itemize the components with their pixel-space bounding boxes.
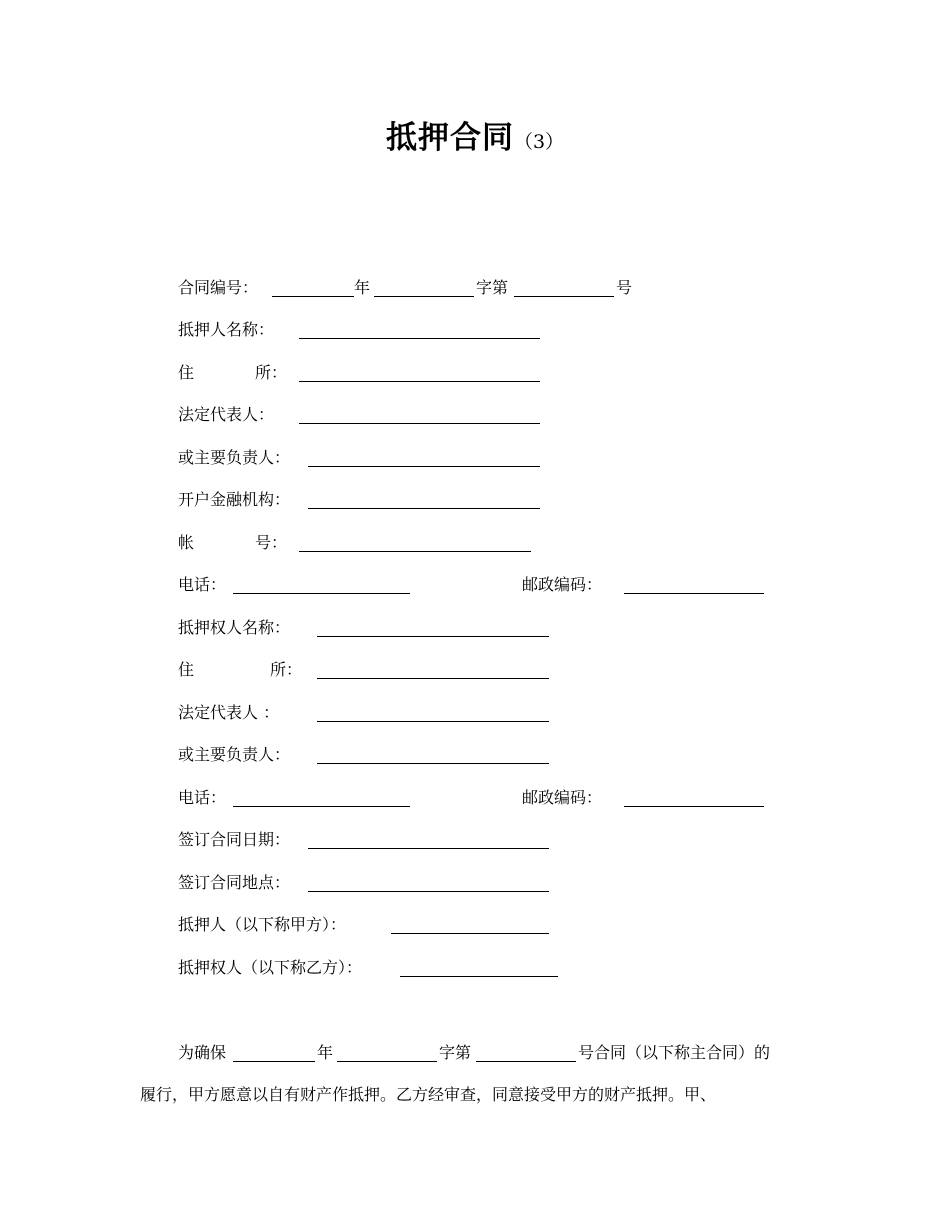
mortgagee-contact-row	[178, 785, 778, 811]
party-a-field[interactable]	[391, 933, 549, 934]
contract-no-field[interactable]	[514, 296, 614, 297]
title-text: 抵押合同	[385, 120, 514, 156]
mortgagor-address-label-b: 所：	[255, 363, 288, 382]
contract-number-row	[178, 275, 658, 301]
mortgagor-bank-row	[178, 487, 578, 513]
mortgagor-address-field[interactable]	[299, 381, 540, 382]
mortgagor-postcode-field[interactable]	[624, 593, 764, 594]
zidi-char: 字第	[476, 278, 509, 297]
body-line-2: 履行，甲方愿意以自有财产作抵押。乙方经审查，同意接受甲方的财产抵押。甲、	[140, 1085, 717, 1104]
body-text-d: 号合同（以下称主合同）的	[578, 1043, 771, 1062]
mortgagor-name-label: 抵押人名称：	[178, 320, 275, 339]
mortgagee-legal-rep-row	[178, 700, 578, 726]
title-number: （3）	[513, 131, 565, 153]
mortgagee-phone-label: 电话：	[178, 788, 227, 807]
mortgagee-address-label-a: 住	[178, 660, 195, 679]
sign-place-label: 签订合同地点：	[178, 873, 291, 892]
mortgagor-account-label-b: 号：	[255, 533, 288, 552]
contract-number-label: 合同编号：	[178, 278, 259, 297]
party-a-label: 抵押人（以下称甲方）：	[178, 915, 347, 934]
sign-date-label: 签订合同日期：	[178, 830, 291, 849]
mortgagor-name-field[interactable]	[299, 338, 540, 339]
mortgagor-bank-label: 开户金融机构：	[178, 490, 291, 509]
body-zidi-char: 字第	[439, 1043, 472, 1062]
mortgagor-address-row	[178, 360, 578, 386]
mortgagee-postcode-field[interactable]	[624, 806, 764, 807]
mortgagee-name-row	[178, 615, 578, 641]
mortgagor-legal-rep-field[interactable]	[299, 423, 540, 424]
hao-char: 号	[616, 278, 633, 297]
mortgagor-postcode-label: 邮政编码：	[522, 575, 603, 594]
sign-place-field[interactable]	[308, 891, 549, 892]
party-b-row	[178, 955, 598, 981]
contract-year-field[interactable]	[272, 296, 354, 297]
mortgagor-legal-rep-row	[178, 402, 578, 428]
mortgagor-principal-field[interactable]	[308, 466, 540, 467]
sign-date-field[interactable]	[308, 848, 549, 849]
mortgagee-principal-field[interactable]	[317, 763, 549, 764]
body-year-char: 年	[317, 1043, 334, 1062]
mortgagee-legal-rep-field[interactable]	[317, 721, 549, 722]
mortgagee-name-field[interactable]	[317, 636, 549, 637]
mortgagee-name-label: 抵押权人名称：	[178, 618, 291, 637]
sign-date-row	[178, 827, 578, 853]
mortgagee-principal-label: 或主要负责人：	[178, 745, 291, 764]
party-b-label: 抵押权人（以下称乙方）：	[178, 958, 363, 977]
mortgagee-legal-rep-label: 法定代表人 ：	[178, 703, 280, 722]
mortgagee-address-label-b: 所：	[270, 660, 303, 679]
mortgagee-address-row	[178, 657, 578, 683]
mortgagor-name-row	[178, 317, 578, 343]
mortgagor-legal-rep-label: 法定代表人：	[178, 405, 275, 424]
body-zi-field[interactable]	[337, 1061, 437, 1062]
body-year-field[interactable]	[233, 1061, 315, 1062]
mortgagor-account-row	[178, 530, 578, 556]
body-text-a: 为确保	[178, 1043, 227, 1062]
sign-place-row	[178, 870, 578, 896]
year-char: 年	[354, 278, 371, 297]
mortgagor-principal-label: 或主要负责人：	[178, 448, 291, 467]
mortgagee-principal-row	[178, 742, 578, 768]
party-a-row	[178, 912, 578, 938]
mortgagor-account-label-a: 帐	[178, 533, 195, 552]
body-line-1	[178, 1040, 818, 1066]
mortgagor-phone-label: 电话：	[178, 575, 227, 594]
mortgagor-account-field[interactable]	[299, 551, 531, 552]
document-title	[0, 112, 950, 157]
body-no-field[interactable]	[476, 1061, 576, 1062]
mortgagee-postcode-label: 邮政编码：	[522, 788, 603, 807]
party-b-field[interactable]	[400, 976, 558, 977]
contract-zi-field[interactable]	[374, 296, 474, 297]
mortgagor-address-label-a: 住	[178, 363, 195, 382]
mortgagor-principal-row	[178, 445, 578, 471]
mortgagor-bank-field[interactable]	[308, 508, 540, 509]
mortgagor-contact-row	[178, 572, 778, 598]
mortgagor-phone-field[interactable]	[233, 593, 410, 594]
mortgagee-phone-field[interactable]	[233, 806, 410, 807]
mortgagee-address-field[interactable]	[317, 678, 549, 679]
